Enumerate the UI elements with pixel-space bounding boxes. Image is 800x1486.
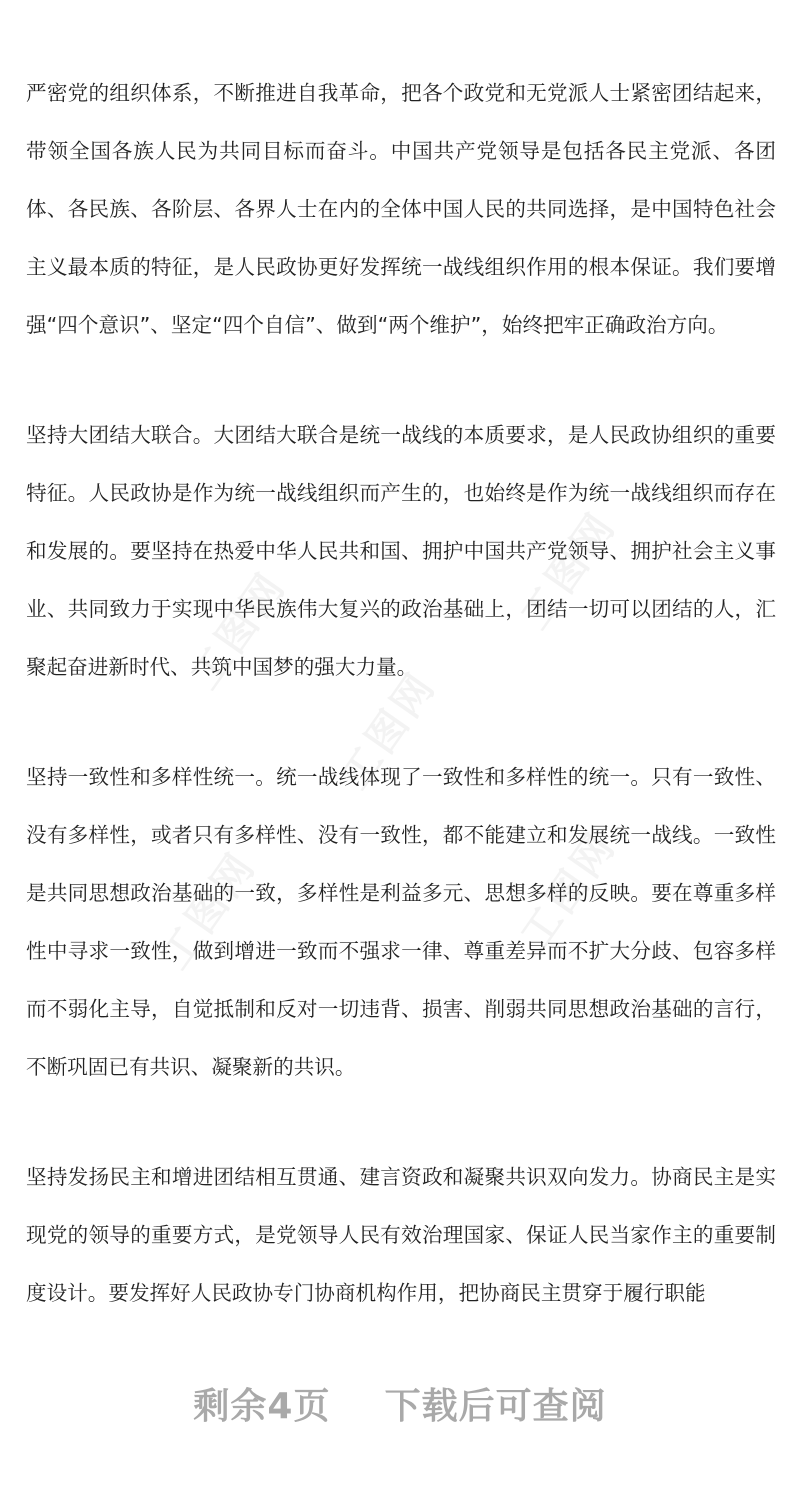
- watermark: 工图网: [512, 823, 626, 958]
- paragraph: 坚持一致性和多样性统一。统一战线体现了一致性和多样性的统一。只有一致性、没有多样性，或者只有多样性、没有一致性，都不能建立和发展统一战线。一致性是共同思想政治基础的一致，多样性是利益多元、思想多样的反映。要在尊重多样性中寻求一致性，做到增进一致而不强求一律、尊重差异而不扩大分歧、包容多样而不弱化主导，自觉抵制和反对一切违背、损害、削弱共同思想政治基础的言行，不断巩固已有共识、凝聚新的共识。: [26, 765, 776, 1079]
- watermark: 工图网: [512, 503, 626, 638]
- paragraph: 坚持发扬民主和增进团结相互贯通、建言资政和凝聚共识双向发力。协商民主是实现党的领导的重要方式，是党领导人民有效治理国家、保证人民当家作主的重要制度设计。要发挥好人民政协专门协商机构作用，把协商民主贯穿于履行职能: [26, 1165, 776, 1305]
- watermark: 工图网: [332, 663, 446, 798]
- download-prompt[interactable]: [0, 1378, 800, 1429]
- watermark: 工图网: [152, 843, 266, 978]
- document-body: [26, 64, 776, 1374]
- watermark: 工图网: [182, 563, 296, 698]
- paragraph: 严密党的组织体系，不断推进自我革命，把各个政党和无党派人士紧密团结起来，带领全国各族人民为共同目标而奋斗。中国共产党领导是包括各民主党派、各团体、各民族、各阶层、各界人士在内的全体中国人民的共同选择，是中国特色社会主义最本质的特征，是人民政协更好发挥统一战线组织作用的根本保证。我们要增强“四个意识”、坚定“四个自信”、做到“两个维护”，始终把牢正确政治方向。: [26, 81, 776, 337]
- download-prompt-text[interactable]: 剩余4页 下载后可查阅: [193, 1386, 607, 1427]
- paragraph: 坚持大团结大联合。大团结大联合是统一战线的本质要求，是人民政协组织的重要特征。人民政协是作为统一战线组织而产生的，也始终是作为统一战线组织而存在和发展的。要坚持在热爱中华人民共和国、拥护中国共产党领导、拥护社会主义事业、共同致力于实现中华民族伟大复兴的政治基础上，团结一切可以团结的人，汇聚起奋进新时代、共筑中国梦的强大力量。: [26, 423, 776, 679]
